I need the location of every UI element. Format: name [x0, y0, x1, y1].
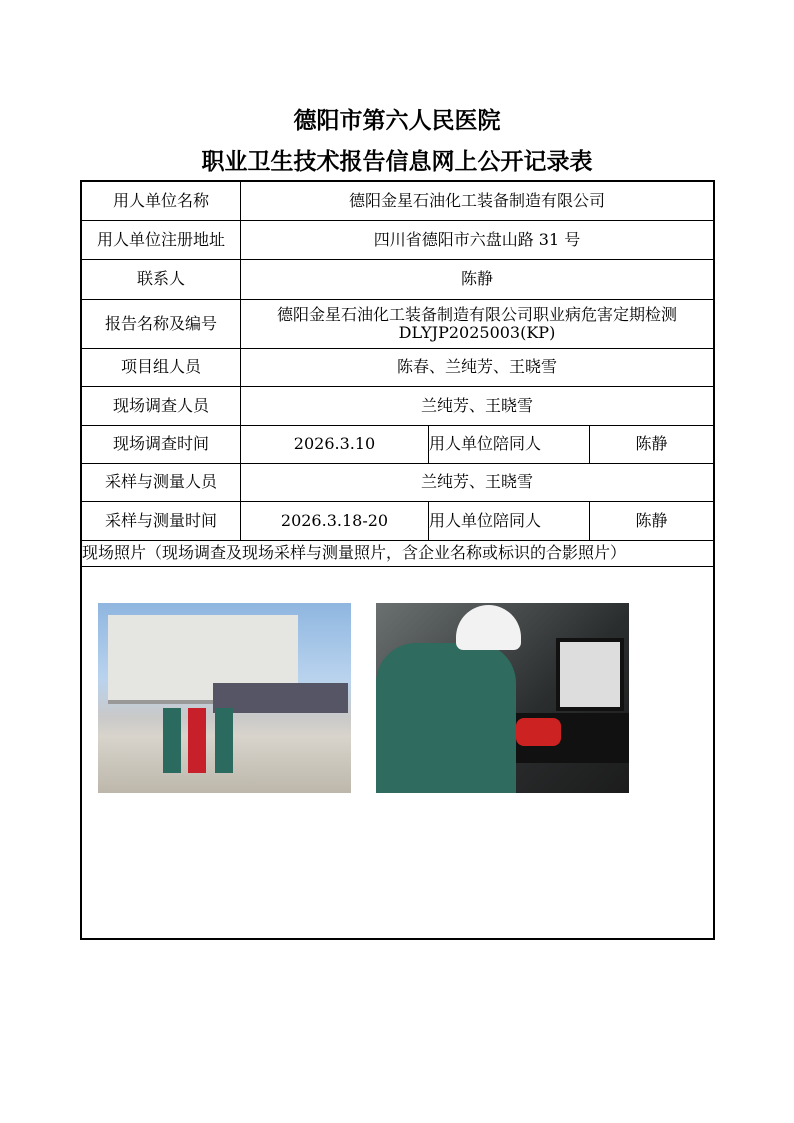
survey-escort-value: 陈静	[590, 425, 715, 463]
survey-staff-label: 现场调查人员	[81, 386, 241, 425]
company-label: 用人单位名称	[81, 181, 241, 220]
survey-time-label: 现场调查时间	[81, 425, 241, 463]
report-name: 德阳金星石油化工装备制造有限公司职业病危害定期检测	[276, 304, 677, 324]
sampling-escort-value: 陈静	[590, 501, 715, 540]
sampling-time-value: 2026.3.18-20	[241, 501, 429, 540]
team-value: 陈春、兰纯芳、王晓雪	[241, 348, 715, 386]
report-number: DLYJP2025003(KP)	[398, 322, 556, 342]
group-photo-image	[98, 603, 351, 793]
address-label: 用人单位注册地址	[81, 220, 241, 259]
survey-staff-value: 兰纯芳、王晓雪	[241, 386, 715, 425]
record-table	[80, 180, 715, 940]
sampling-photo-image	[376, 603, 629, 793]
report-value	[241, 299, 715, 348]
survey-time-value: 2026.3.10	[241, 425, 429, 463]
sampling-staff-value: 兰纯芳、王晓雪	[241, 463, 715, 501]
contact-label: 联系人	[81, 259, 241, 299]
sampling-escort-label: 用人单位陪同人	[429, 501, 590, 540]
team-label: 项目组人员	[81, 348, 241, 386]
photos-cell	[81, 566, 714, 939]
title-hospital: 德阳市第六人民医院	[293, 108, 501, 134]
photos-label: 现场照片（现场调查及现场采样与测量照片，含企业名称或标识的合影照片）	[81, 540, 714, 566]
sampling-time-label: 采样与测量时间	[81, 501, 241, 540]
report-label: 报告名称及编号	[81, 299, 241, 348]
address-value: 四川省德阳市六盘山路 31 号	[241, 220, 715, 259]
company-value: 德阳金星石油化工装备制造有限公司	[241, 181, 715, 220]
survey-escort-label: 用人单位陪同人	[429, 425, 590, 463]
sampling-staff-label: 采样与测量人员	[81, 463, 241, 501]
contact-value: 陈静	[241, 259, 715, 299]
title-form: 职业卫生技术报告信息网上公开记录表	[201, 149, 593, 175]
